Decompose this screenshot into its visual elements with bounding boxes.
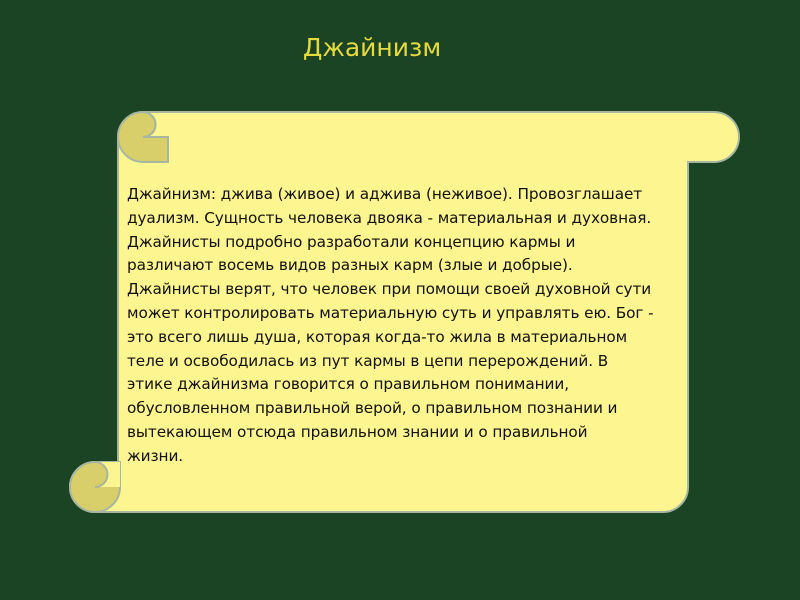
body-line: это всего лишь душа, которая когда-то жила в материальном — [127, 327, 628, 346]
body-line: Джайнисты верят, что человек при помощи своей духовной сути — [127, 280, 652, 299]
body-line: Джайнизм: джива (живое) и аджива (неживое). Провозглашает — [127, 185, 643, 203]
body-line: жизни. — [127, 446, 184, 465]
body-line: различают восемь видов разных карм (злые и добрые). — [127, 256, 573, 275]
body-line: дуализм. Сущность человека двояка - материальная и духовная. — [127, 208, 652, 227]
body-line: теле и освободилась из пут кармы в цепи перерождений. В — [127, 351, 609, 370]
body-line: может контролировать материальную суть и управлять ею. Бог - — [127, 303, 654, 322]
scroll-body-text — [127, 183, 687, 469]
slide-title: Джайнизм — [302, 33, 442, 62]
body-line: Джайнисты подробно разработали концепцию кармы и — [127, 232, 576, 251]
body-line: этике джайнизма говорится о правильном понимании, — [127, 375, 569, 394]
body-line: вытекающем отсюда правильном знании и о правильной — [127, 422, 588, 441]
body-line: обусловленном правильной верой, о правильном познании и — [127, 399, 618, 418]
